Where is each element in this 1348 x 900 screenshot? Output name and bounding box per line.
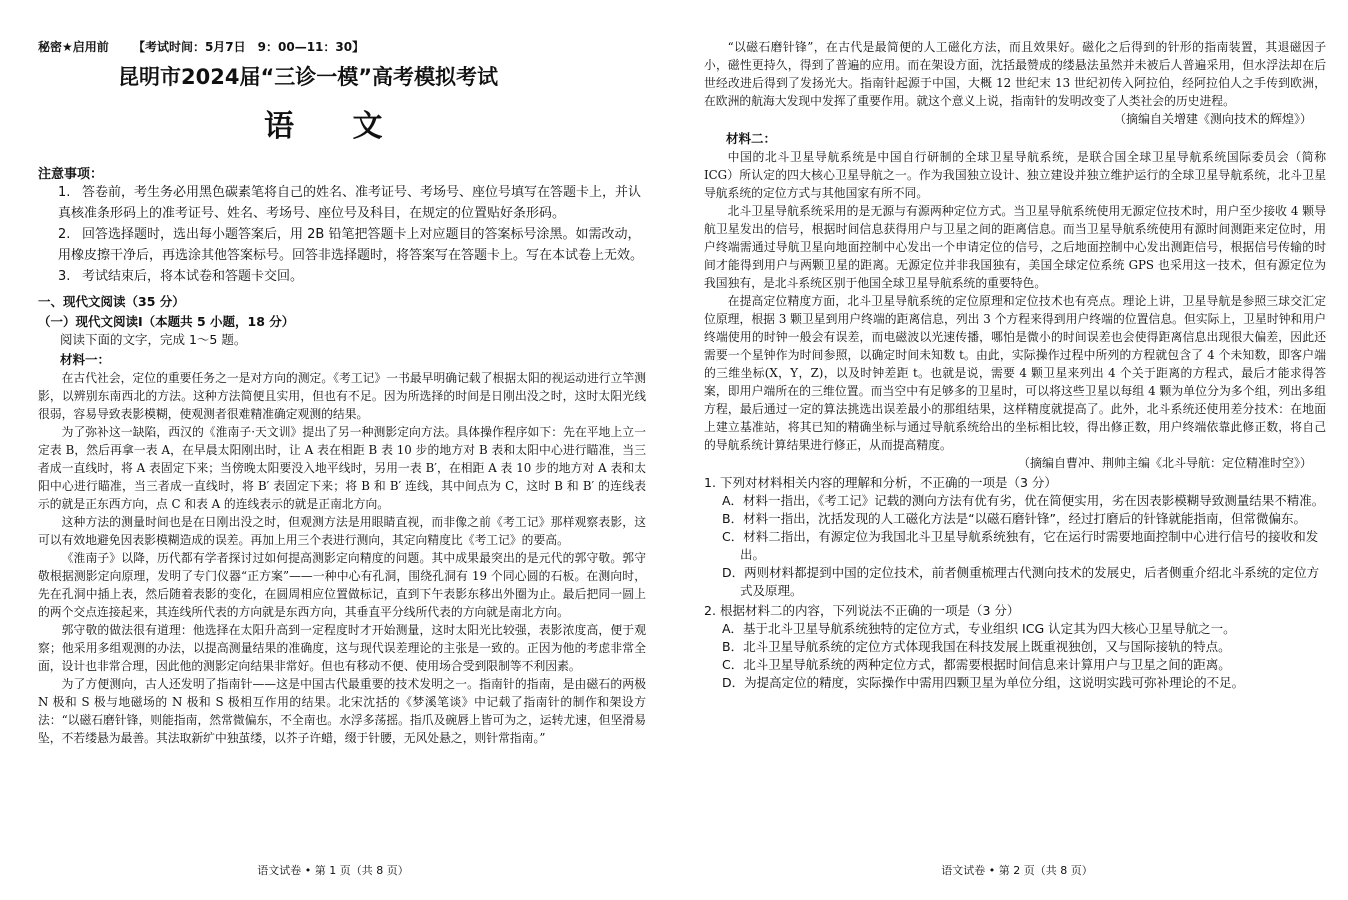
note-item	[58, 224, 646, 266]
material-1-text	[38, 369, 646, 747]
paragraph: “以磁石磨针锋”，在古代是最简便的人工磁化方法，而且效果好。磁化之后得到的针形的指南装置，其退磁因子小，磁性更持久，得到了普遍的应用。而在架设方面，沈括最赞成的缕悬法虽然并未被后人普遍采用，但水浮法却在后世经改进后得到了发扬光大。指南针起源于中国，大概 12 世纪末 13 世纪初传入阿拉伯，经阿拉伯人之手传到欧洲，在欧洲的航海大发现中发挥了重要作用。就这个意义上说，指南针的发明改变了人类社会的历史进程。	[704, 40, 1326, 108]
question-2-options	[704, 620, 1326, 692]
note-text: 回答选择题时，选出每小题答案后，用 2B 铅笔把答题卡上对应题目的答案标号涂黑。如需改动，用橡皮擦干净后，再选涂其他答案标号。回答非选择题时，将答案写在答题卡上。写在本试卷上无效。	[58, 227, 644, 263]
question-stem: 下列对材料相关内容的理解和分析，不正确的一项是（3 分）	[720, 475, 1057, 490]
note-text: 考试结束后，将本试卷和答题卡交回。	[82, 269, 304, 284]
page-1	[0, 0, 666, 900]
exam-title: 昆明市2024届“三诊一模”高考模拟考试	[118, 65, 499, 89]
answer-option: B．北斗卫星导航系统的定位方式体现我国在科技发展上既重视独创，又与国际接轨的特点。	[722, 639, 1231, 654]
answer-option: C．材料二指出，有源定位为我国北斗卫星导航系统独有，它在运行时需要地面控制中心进行信号的接收和发出。	[722, 529, 1319, 562]
section-heading: 一、现代文阅读（35 分）	[38, 294, 185, 309]
question-1	[704, 474, 1326, 492]
notes-title: 注意事项：	[38, 167, 104, 182]
paragraph: 在提高定位精度方面，北斗卫星导航系统的定位原理和定位技术也有亮点。理论上讲，卫星导航是参照三球交汇定位原理，根据 3 颗卫星到用户终端的距离信息，列出 3 个方程来得到用户终端的位置信息。但实际上，卫星时钟和用户终端使用的时钟一般会有误差，而电磁波以光速传播，哪怕是微小的时间误差也会使得距离信息出现很大偏差，因此还需要一个星钟作为时间参照，以确定时间未知数 t。由此，实际操作过程中所列的方程就包含了 4 个未知数，即客户端的三维坐标(X，Y，Z)，以及时钟差距 t。也就是说，需要 4 颗卫星来列出 4 个关于距离的方程式，最后才能求得答案，即用户端所在的三维位置。而当空中有足够多的卫星时，可以将这些卫星以每组 4 颗为单位分为多个组，列出多组方程，最后通过一定的算法挑选出误差最小的那组结果，这样精度就提高了。此外，北斗系统还使用差分技术：在地面上建立基准站，将其已知的精确坐标与通过导航系统给出的坐标相比较，得出修正数，用户终端依靠此修正数，将自己的导航系统计算结果进行修正，从而提高精度。	[704, 294, 1326, 452]
note-item	[58, 182, 646, 224]
note-number: 3.	[58, 269, 71, 284]
paragraph: 北斗卫星导航系统采用的是无源与有源两种定位方式。当卫星导航系统使用无源定位技术时，用户至少接收 4 颗导航卫星发出的信号，根据时间信息获得用户与卫星之间的距离信息。而当卫星导航系统使用有源时间测距来定位时，用户终端需通过导航卫星向地面控制中心发出一个申请定位的信号，之后地面控制中心发出测距信号，根据信号传输的时间才能得到用户与两颗卫星的距离。无源定位并非我国独有，美国全球定位系统 GPS 也采用这一技术，但有源定位为我国独有，是北斗系统区别于他国全球卫星导航系统的重要特色。	[704, 204, 1326, 290]
material-1-continued	[704, 38, 1326, 110]
subsection-heading: （一）现代文阅读Ⅰ（本题共 5 小题，18 分）	[38, 314, 295, 329]
notes-list	[38, 182, 646, 287]
answer-option: A．材料一指出，《考工记》记载的测向方法有优有劣，优在简便实用，劣在因表影模糊导致测量结果不精准。	[722, 493, 1325, 508]
material-2-text	[704, 148, 1326, 454]
source-citation-2: （摘编自曹冲、荆帅主编《北斗导航：定位精准时空》）	[1017, 456, 1312, 470]
page-2	[686, 0, 1348, 900]
note-text: 答卷前，考生务必用黑色碳素笔将自己的姓名、准考证号、考场号、座位号填写在答题卡上，并认真核准条形码上的准考证号、姓名、考场号、座位号及科目，在规定的位置贴好条形码。	[58, 185, 642, 221]
subject-title: 语 文	[264, 109, 407, 144]
answer-option: A．基于北斗卫星导航系统独特的定位方式，专业组织 ICG 认定其为四大核心卫星导航之一。	[722, 621, 1236, 636]
paragraph: 这种方法的测量时间也是在日刚出没之时，但观测方法是用眼睛直视，而非像之前《考工记》那样观察表影，这可以有效地避免因表影模糊造成的误差。再加上用三个表进行测向，其定向精度比《考工记》的要高。	[38, 515, 646, 547]
header-line	[38, 38, 646, 55]
paragraph: 在古代社会，定位的重要任务之一是对方向的测定。《考工记》一书最早明确记载了根据太阳的视运动进行立竿测影，以辨别东南西北的方法。这种方法简便且实用，但也有不足。因为所选择的时间是日刚出没之时，这时太阳光线很弱，容易导致表影模糊，使观测者很难精准确定观测的结果。	[38, 371, 646, 421]
paragraph: 为了方便测向，古人还发明了指南针——这是中国古代最重要的技术发明之一。指南针的指南，是由磁石的两极 N 极和 S 极与地磁场的 N 极和 S 极相互作用的结果。北宋沈括的《梦溪笔谈》中记载了指南针的制作和架设方法：“以磁石磨针锋，则能指南，然常微偏东，不全南也。水浮多荡摇。指爪及碗唇上皆可为之，运转尤速，但坚滑易坠，不若缕悬为最善。其法取新纩中独茧缕，以芥子许蜡，缀于针腰，无风处悬之，则针常指南。”	[38, 677, 646, 745]
question-number: 1.	[704, 475, 716, 490]
material-2-label: 材料二：	[726, 131, 777, 146]
page-footer: 语文试卷 • 第 1 页（共 8 页）	[257, 864, 409, 877]
note-number: 2.	[58, 227, 71, 242]
note-item	[58, 266, 646, 287]
paragraph: 郭守敬的做法很有道理：他选择在太阳升高到一定程度时才开始测量，这时太阳光比较强，表影浓度高，便于观察；他采用多组观测的办法，以提高测量结果的准确度，这与现代误差理论的主张是一致的。正因为他的考虑非常全面，设计也非常合理，因此他的测影定向结果非常好。但也有移动不便、使用场合受到限制等不利因素。	[38, 623, 646, 673]
answer-option: B．材料一指出，沈括发现的人工磁化方法是“以磁石磨针锋”，经过打磨后的针锋就能指南，但常微偏东。	[722, 511, 1307, 526]
paragraph: 《淮南子》以降，历代都有学者探讨过如何提高测影定向精度的问题。其中成果最突出的是元代的郭守敬。郭守敬根据测影定向原理，发明了专门仪器“正方案”——一种中心有孔洞，围绕孔洞有 19 个同心圆的石板。在测向时，先在孔洞中插上表，然后随着表影的变化，在圆周相应位置做标记，直到下午表影东移出外圈为止。最后把同一圆上的两个交点连接起来，其连线所代表的方向就是东西方向，其垂直平分线所代表的方向就是南北方向。	[38, 551, 646, 619]
question-1-options	[704, 492, 1326, 600]
source-citation-1: （摘编自关增建《测向技术的辉煌》）	[1113, 112, 1312, 126]
answer-option: D．两则材料都提到中国的定位技术，前者侧重梳理古代测向技术的发展史，后者侧重介绍北斗系统的定位方式及原理。	[722, 565, 1320, 598]
answer-option: D．为提高定位的精度，实际操作中需用四颗卫星为单位分组，这说明实践可弥补理论的不足。	[722, 675, 1245, 690]
secret-label: 秘密★启用前	[38, 40, 109, 54]
answer-option: C．北斗卫星导航系统的两种定位方式，都需要根据时间信息来计算用户与卫星之间的距离。	[722, 657, 1231, 672]
instruction: 阅读下面的文字，完成 1～5 题。	[60, 332, 247, 347]
material-1-label: 材料一：	[60, 352, 111, 367]
note-number: 1.	[58, 185, 71, 200]
question-number: 2.	[704, 603, 716, 618]
question-stem: 根据材料二的内容，下列说法不正确的一项是（3 分）	[720, 603, 1020, 618]
question-2	[704, 602, 1326, 620]
exam-time: 【考试时间：5月7日 9：00—11：30】	[132, 40, 365, 54]
paragraph: 为了弥补这一缺陷，西汉的《淮南子·天文训》提出了另一种测影定向方法。具体操作程序如下：先在平地上立一定表 B，然后再拿一表 A，在早晨太阳刚出时，让 A 表在相距 B 表 10 步的地方对 B 表和太阳中心进行瞄准，当三者成一直线时，将 A 表固定下来；当傍晚太阳要没入地平线时，另用一表 B′，在相距 A 表 10 步的地方对 A 表和太阳中心进行瞄准，当三者成一直线时，将 B′ 表固定下来；将 B 和 B′ 连线，其中间点为 C，这时 B 和 B′ 的连线表示的就是正东西方向，点 C 和表 A 的连线表示的就是正南北方向。	[38, 425, 646, 511]
page-footer: 语文试卷 • 第 2 页（共 8 页）	[941, 864, 1093, 877]
paragraph: 中国的北斗卫星导航系统是中国自行研制的全球卫星导航系统，是联合国全球卫星导航系统国际委员会（简称 ICG）所认定的四大核心卫星导航之一。作为我国独立设计、独立建设并独立维护运行的全球卫星导航系统，北斗卫星导航系统的定位方式与其他国家有所不同。	[704, 150, 1326, 200]
